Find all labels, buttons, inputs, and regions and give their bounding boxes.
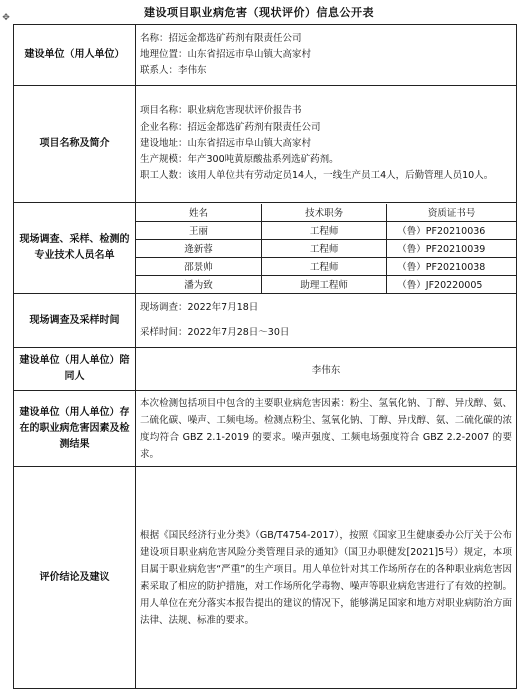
escort-row bbox=[14, 348, 517, 391]
staff-cert: （鲁）JF20220005 bbox=[387, 275, 516, 293]
time-content bbox=[136, 294, 517, 348]
header-cert: 资质证书号 bbox=[387, 204, 516, 222]
staff-name: 邵景帅 bbox=[136, 257, 261, 275]
escort-label: 建设单位（用人单位）陪同人 bbox=[14, 348, 136, 391]
employer-content bbox=[136, 25, 517, 86]
hazards-content bbox=[136, 391, 517, 467]
survey-date: 现场调查：2022年7月18日 bbox=[140, 302, 259, 314]
conclusion-row bbox=[14, 467, 517, 689]
employer-row bbox=[14, 25, 517, 86]
staff-title: 助理工程师 bbox=[261, 275, 386, 293]
info-table bbox=[13, 24, 517, 689]
staff-table bbox=[136, 204, 516, 293]
table-move-handle-icon[interactable]: ✥ bbox=[2, 13, 10, 23]
time-row bbox=[14, 294, 517, 348]
staff-count: 职工人数：该用人单位共有劳动定员14人，一线生产员工4人，后勤管理人员10人。 bbox=[140, 170, 494, 182]
employer-label: 建设单位（用人单位） bbox=[14, 25, 136, 86]
sampling-date: 采样时间：2022年7月28日～30日 bbox=[140, 326, 290, 338]
staff-name: 王丽 bbox=[136, 221, 261, 239]
staff-cert: （鲁）PF20210038 bbox=[387, 257, 516, 275]
company-name: 企业名称：招远金都选矿药剂有限责任公司 bbox=[140, 121, 321, 133]
header-name: 姓名 bbox=[136, 204, 261, 222]
staff-name: 逄新蓉 bbox=[136, 239, 261, 257]
employer-location: 地理位置：山东省招远市阜山镇大高家村 bbox=[140, 48, 312, 60]
conclusion-content bbox=[136, 467, 517, 689]
time-label: 现场调查及采样时间 bbox=[14, 294, 136, 348]
project-address: 建设地址：山东省招远市阜山镇大高家村 bbox=[140, 137, 312, 149]
hazards-text: 本次检测包括项目中包含的主要职业病危害因素：粉尘、氢氧化钠、丁醇、异戊醇、氨、二硫化碳、噪声、工频电场。检测点粉尘、氢氧化钠、丁醇、异戊醇、氨、二硫化碳的浓度均符合 GBZ 2.1-2019 的要求。噪声强度、工频电场强度符合 GBZ 2.2-2007 的要求。 bbox=[140, 397, 512, 460]
staff-content bbox=[136, 203, 517, 294]
staff-name: 潘为致 bbox=[136, 275, 261, 293]
conclusion-label: 评价结论及建议 bbox=[14, 467, 136, 689]
staff-title: 工程师 bbox=[261, 221, 386, 239]
project-row bbox=[14, 86, 517, 203]
escort-name: 李伟东 bbox=[136, 348, 517, 391]
employer-name: 名称：招远金都选矿药剂有限责任公司 bbox=[140, 32, 302, 44]
project-label: 项目名称及简介 bbox=[14, 86, 136, 203]
header-title: 技术职务 bbox=[261, 204, 386, 222]
staff-title: 工程师 bbox=[261, 257, 386, 275]
table-row bbox=[136, 239, 516, 257]
employer-contact: 联系人：李伟东 bbox=[140, 65, 207, 77]
staff-title: 工程师 bbox=[261, 239, 386, 257]
page-title: 建设项目职业病危害（现状评价）信息公开表 bbox=[144, 6, 374, 19]
table-row bbox=[136, 257, 516, 275]
production-scale: 生产规模：年产300吨黄原酸盐系列选矿药剂。 bbox=[140, 154, 339, 166]
staff-row bbox=[14, 203, 517, 294]
project-name: 项目名称：职业病危害现状评价报告书 bbox=[140, 105, 302, 117]
project-content bbox=[136, 86, 517, 203]
hazards-row bbox=[14, 391, 517, 467]
conclusion-text: 根据《国民经济行业分类》（GB/T4754-2017），按照《国家卫生健康委办公厅关于公布建设项目职业病危害风险分类管理目录的通知》（国卫办职健发[2021]5号）规定，本项目属于职业病危害“严重”的生产项目。用人单位针对其工作场所存在的各种职业病危害因素采取了相应的防护措施，对工作场所化学毒物、噪声等职业病危害进行了有效的控制。用人单位在充分落实本报告提出的建议的情况下，能够满足国家和地方对职业病防治方面法律、法规、标准的要求。 bbox=[140, 529, 512, 626]
staff-cert: （鲁）PF20210036 bbox=[387, 221, 516, 239]
staff-label: 现场调查、采样、检测的专业技术人员名单 bbox=[14, 203, 136, 294]
staff-header-row bbox=[136, 204, 516, 222]
hazards-label: 建设单位（用人单位）存在的职业病危害因素及检测结果 bbox=[14, 391, 136, 467]
staff-cert: （鲁）PF20210039 bbox=[387, 239, 516, 257]
table-row bbox=[136, 275, 516, 293]
table-row bbox=[136, 221, 516, 239]
